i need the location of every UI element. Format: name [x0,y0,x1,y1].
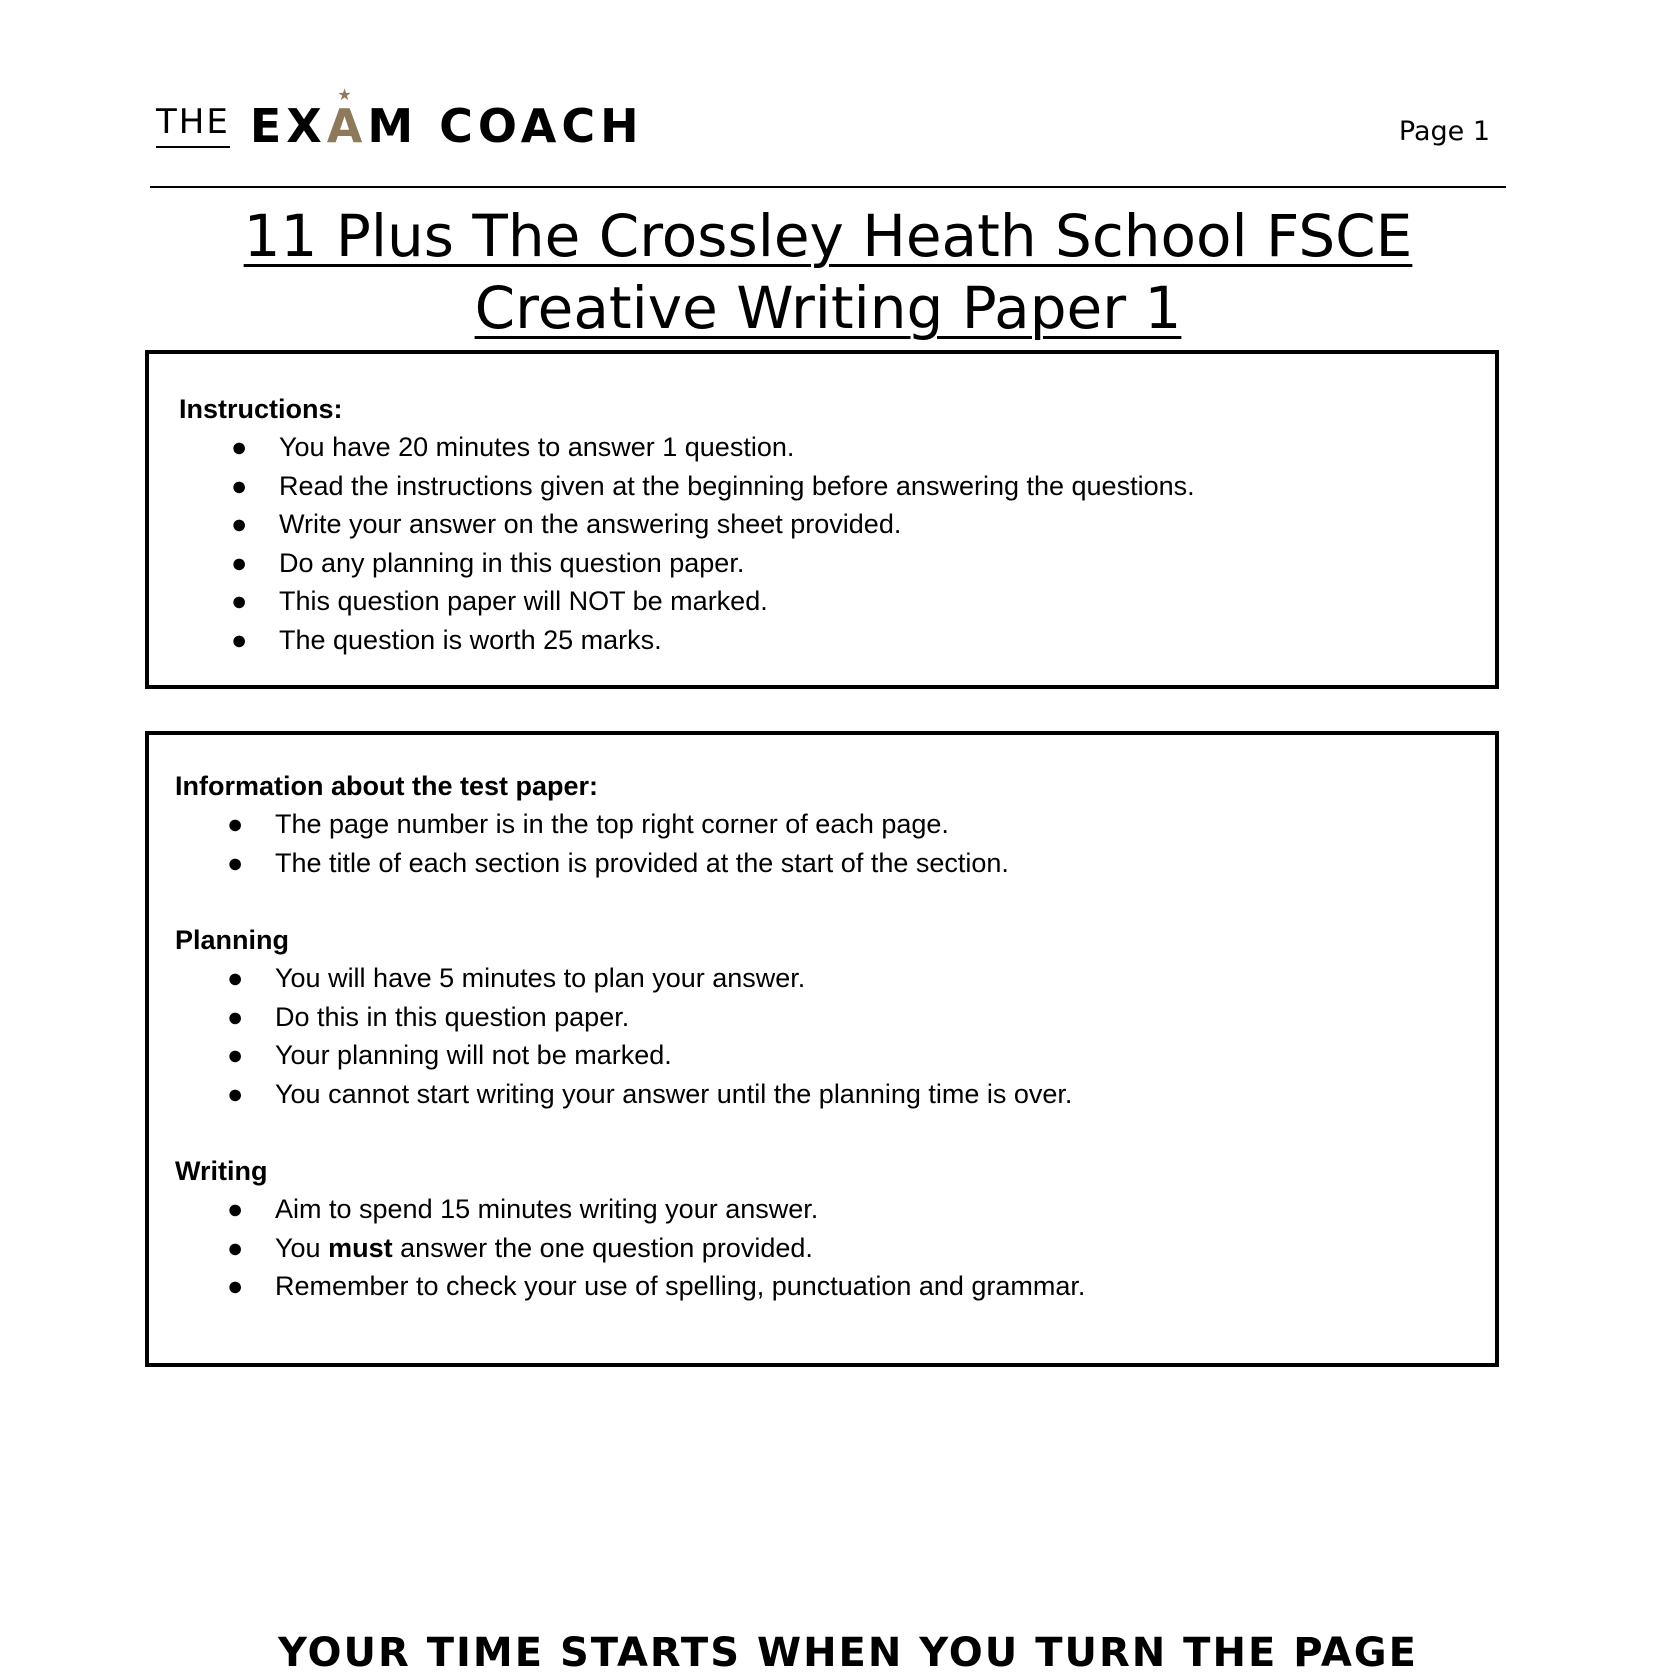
bullet-icon: ● [227,1001,244,1032]
list-item-text: Write your answer on the answering sheet provided. [279,509,902,539]
list-item [179,467,1495,506]
bullet-icon: ● [227,1232,244,1263]
list-item-text: You will have 5 minutes to plan your answer. [275,963,806,993]
list-item-text: This question paper will NOT be marked. [279,586,768,616]
information-list [175,805,1495,882]
list-item-text: Do this in this question paper. [275,1001,630,1032]
writing-heading: Writing [175,1156,268,1186]
information-box [145,731,1499,1367]
logo-the-text: THE [156,102,230,142]
list-item [179,544,1495,583]
bullet-icon: ● [227,963,244,993]
logo-accent-text: A [326,99,368,153]
list-item-text: The page number is in the top right corner of each page. [275,809,949,839]
planning-heading: Planning [175,925,289,955]
list-item [179,428,1495,467]
logo-accent-letter [326,85,368,153]
bullet-icon: ● [227,809,244,839]
list-item [179,505,1495,544]
list-item-text: You [275,1232,329,1263]
list-item [175,1190,1495,1229]
instructions-box [145,350,1499,689]
list-item-text: You have 20 minutes to answer 1 question. [279,432,795,462]
page-number: Page 1 [1398,116,1490,147]
title-line-1: 11 Plus The Crossley Heath School FSCE [243,202,1413,270]
header-divider [150,186,1506,188]
writing-list [175,1190,1495,1306]
list-item-text: Remember to check your use of spelling, punctuation and grammar. [275,1271,1086,1301]
list-item-text: The title of each section is provided at the start of the section. [275,847,1009,878]
exam-coach-logo [156,85,644,153]
bullet-icon: ● [227,1078,244,1109]
list-item [179,582,1495,621]
bullet-icon: ● [227,1040,244,1070]
logo-part1: EX [249,99,327,153]
list-item-text: Aim to spend 15 minutes writing your answer. [275,1194,819,1224]
bullet-icon: ● [231,509,248,539]
bullet-icon: ● [231,624,248,655]
bullet-icon: ● [227,1271,244,1301]
bullet-icon: ● [231,586,248,616]
list-item [175,1036,1495,1075]
instructions-list [179,428,1495,659]
list-item [175,844,1495,883]
emphasis-text: must [328,1232,393,1263]
page-title [150,200,1506,344]
section-spacer [175,1113,1495,1152]
bullet-icon: ● [227,1194,244,1224]
list-item [175,959,1495,998]
list-item [175,1075,1495,1114]
star-icon: ★ [337,85,357,104]
logo-main-text [249,85,644,153]
title-line-2: Creative Writing Paper 1 [474,274,1182,342]
section-spacer [175,882,1495,921]
bullet-icon: ● [231,470,248,501]
list-item-text: Read the instructions given at the beginning before answering the questions. [279,470,1195,501]
list-item-text: You cannot start writing your answer until the planning time is over. [275,1078,1073,1109]
list-item-text: Your planning will not be marked. [275,1040,672,1070]
bullet-icon: ● [227,847,244,878]
instructions-heading: Instructions: [179,394,343,424]
list-item [175,1267,1495,1306]
list-item [175,805,1495,844]
bullet-icon: ● [231,547,248,578]
list-item [175,1229,1495,1268]
bullet-icon: ● [231,432,248,462]
planning-list [175,959,1495,1113]
logo-part2: M COACH [367,99,644,153]
information-heading: Information about the test paper: [175,771,599,801]
footer-notice: YOUR TIME STARTS WHEN YOU TURN THE PAGE [278,1630,1418,1676]
list-item-text: Do any planning in this question paper. [279,547,745,578]
list-item-text: The question is worth 25 marks. [279,624,662,655]
list-item [175,998,1495,1037]
list-item-text: answer the one question provided. [392,1232,813,1263]
list-item [179,621,1495,660]
